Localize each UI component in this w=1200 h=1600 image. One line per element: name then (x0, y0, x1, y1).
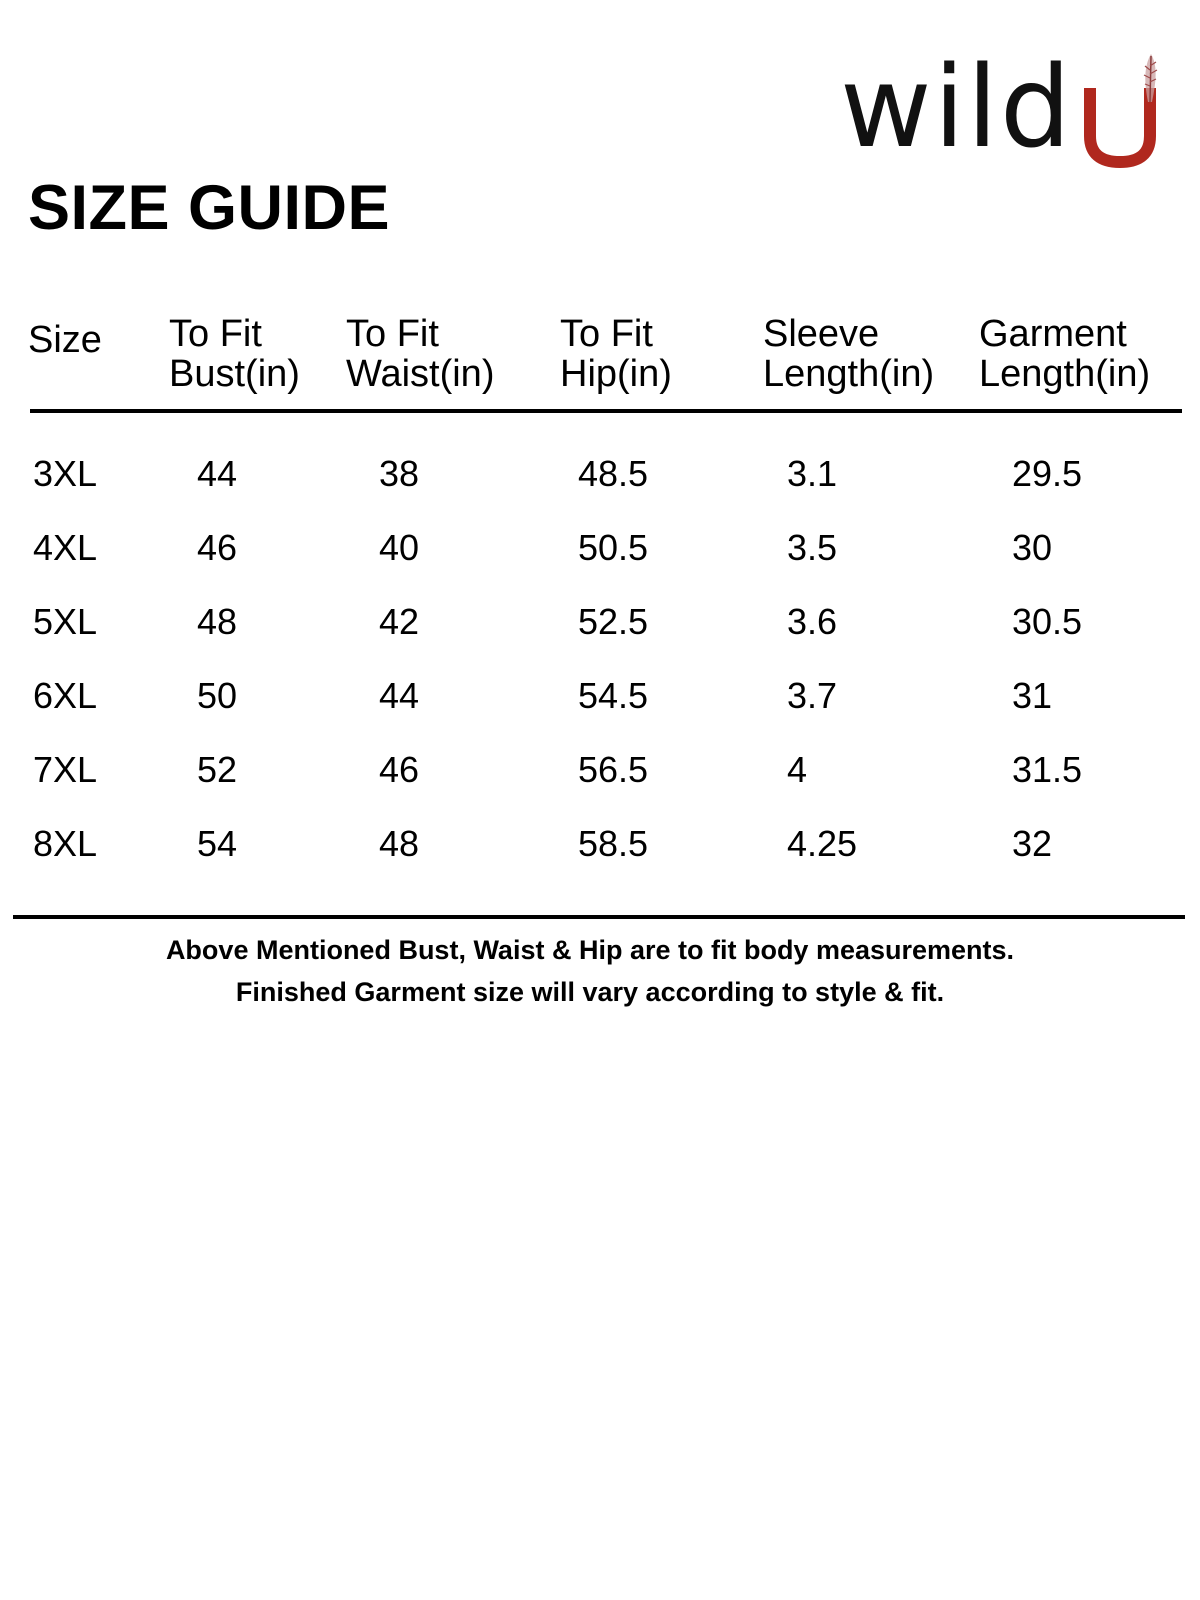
header-line1: Garment (979, 313, 1127, 355)
cell-hip: 58.5 (578, 823, 649, 864)
cell-garment: 29.5 (1012, 453, 1083, 494)
header-waist (346, 314, 494, 394)
header-hip (560, 314, 672, 394)
header-sleeve-length (763, 314, 934, 394)
footer-divider (13, 915, 1185, 919)
cell-hip: 56.5 (578, 749, 649, 790)
cell-bust: 54 (197, 823, 238, 864)
cell-waist: 46 (379, 749, 420, 790)
header-bust (169, 314, 300, 394)
cell-waist: 48 (379, 823, 420, 864)
header-line2: Length(in) (763, 353, 935, 395)
table-row (0, 594, 1200, 650)
table-row (0, 816, 1200, 872)
note-body-measurements: Above Mentioned Bust, Waist & Hip are to fit body measurements. (165, 935, 1015, 965)
cell-waist: 38 (379, 453, 420, 494)
table-row (0, 742, 1200, 798)
cell-bust: 44 (197, 453, 238, 494)
cell-garment: 31.5 (1012, 749, 1083, 790)
cell-size: 7XL (33, 749, 98, 790)
brand-logo (840, 43, 1170, 173)
cell-waist: 44 (379, 675, 420, 716)
cell-garment: 31 (1012, 675, 1053, 716)
cell-sleeve: 3.6 (787, 601, 838, 642)
cell-hip: 52.5 (578, 601, 649, 642)
cell-hip: 50.5 (578, 527, 649, 568)
cell-bust: 48 (197, 601, 238, 642)
table-row (0, 446, 1200, 502)
header-line1: Sleeve (763, 313, 880, 355)
cell-waist: 40 (379, 527, 420, 568)
header-line1: To Fit (560, 313, 653, 355)
note-garment-variance: Finished Garment size will vary according to style & fit. (235, 977, 945, 1007)
header-divider (30, 409, 1182, 413)
cell-size: 3XL (33, 453, 98, 494)
cell-sleeve: 3.7 (787, 675, 838, 716)
cell-sleeve: 3.1 (787, 453, 838, 494)
header-line2: Size (28, 319, 102, 361)
cell-size: 4XL (33, 527, 98, 568)
cell-hip: 54.5 (578, 675, 649, 716)
cell-bust: 46 (197, 527, 238, 568)
cell-waist: 42 (379, 601, 420, 642)
cell-hip: 48.5 (578, 453, 649, 494)
cell-garment: 32 (1012, 823, 1053, 864)
header-line1: To Fit (346, 313, 439, 355)
header-line2: Length(in) (979, 353, 1151, 395)
header-line2: Hip(in) (560, 353, 672, 395)
header-size (28, 320, 102, 360)
cell-size: 5XL (33, 601, 98, 642)
header-line2: Bust(in) (169, 353, 300, 395)
cell-sleeve: 4 (787, 749, 808, 790)
header-line1: To Fit (169, 313, 262, 355)
header-garment-length (979, 314, 1150, 394)
cell-size: 6XL (33, 675, 98, 716)
feather-icon (1140, 52, 1162, 104)
cell-size: 8XL (33, 823, 98, 864)
cell-garment: 30.5 (1012, 601, 1083, 642)
header-line2: Waist(in) (346, 353, 495, 395)
cell-sleeve: 3.5 (787, 527, 838, 568)
brand-wordmark: wild (840, 43, 1073, 173)
cell-sleeve: 4.25 (787, 823, 858, 864)
page-title: SIZE GUIDE (28, 173, 391, 243)
table-row (0, 520, 1200, 576)
table-row (0, 668, 1200, 724)
cell-bust: 52 (197, 749, 238, 790)
cell-garment: 30 (1012, 527, 1053, 568)
cell-bust: 50 (197, 675, 238, 716)
